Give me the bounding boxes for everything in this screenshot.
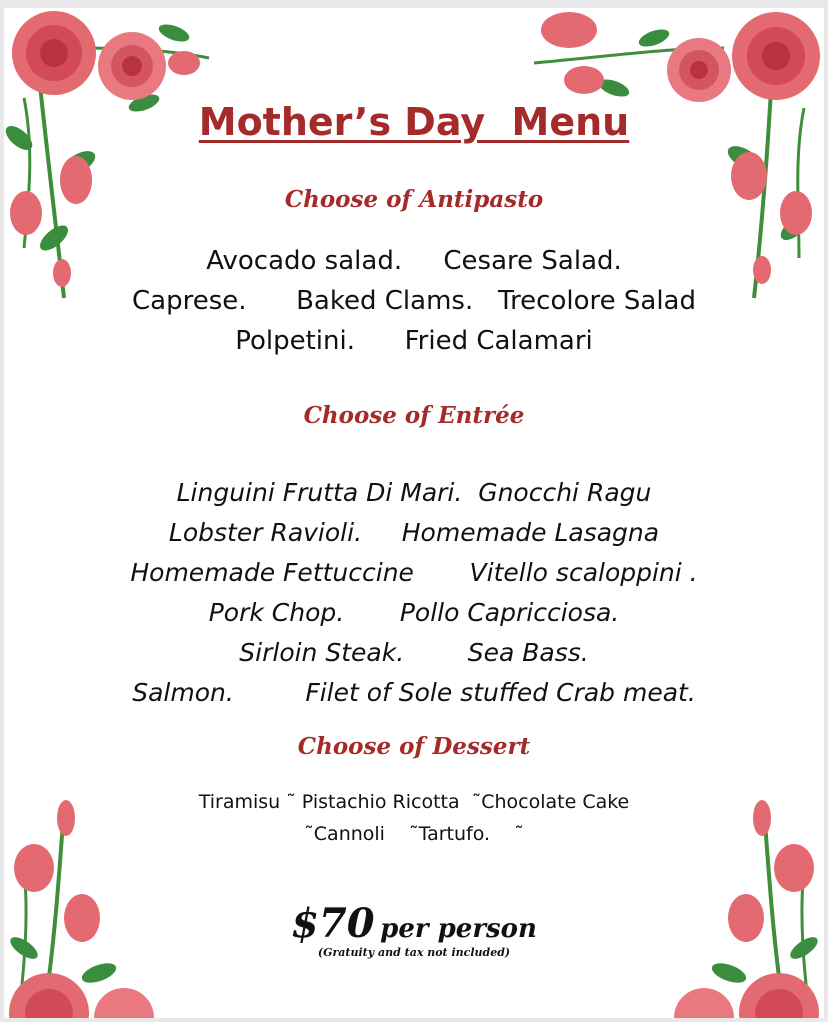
dessert-heading: Choose of Dessert (297, 733, 531, 760)
entree-line: Homemade Fettuccine Vitello scaloppini . (130, 558, 698, 587)
price-amount: $70 (291, 900, 375, 947)
entree-line: Sirloin Steak. Sea Bass. (239, 638, 589, 667)
entree-line: Salmon. Filet of Sole stuffed Crab meat. (132, 678, 696, 707)
entree-line: Lobster Ravioli. Homemade Lasagna (168, 518, 660, 547)
entree-heading: Choose of Entrée (303, 402, 525, 429)
antipasto-line: Avocado salad. Cesare Salad. (206, 246, 622, 276)
antipasto-line: Polpetini. Fried Calamari (235, 326, 593, 356)
antipasto-line: Caprese. Baked Clams. Trecolore Salad (132, 286, 696, 316)
price-note: (Gratuity and tax not included) (317, 946, 511, 959)
price-line (0, 900, 828, 947)
dessert-line: ˜Cannoli ˜Tartufo. ˜ (304, 823, 524, 845)
menu-title-text: Mother’s Day Menu (198, 100, 630, 144)
entree-line: Pork Chop. Pollo Capricciosa. (208, 598, 620, 627)
price-per-person: per person (380, 914, 537, 944)
entree-line: Linguini Frutta Di Mari. Gnocchi Ragu (176, 478, 652, 507)
menu-title (0, 100, 828, 144)
dessert-line: Tiramisu ˜ Pistachio Ricotta ˜Chocolate Cake (198, 791, 630, 813)
antipasto-heading: Choose of Antipasto (284, 186, 544, 213)
